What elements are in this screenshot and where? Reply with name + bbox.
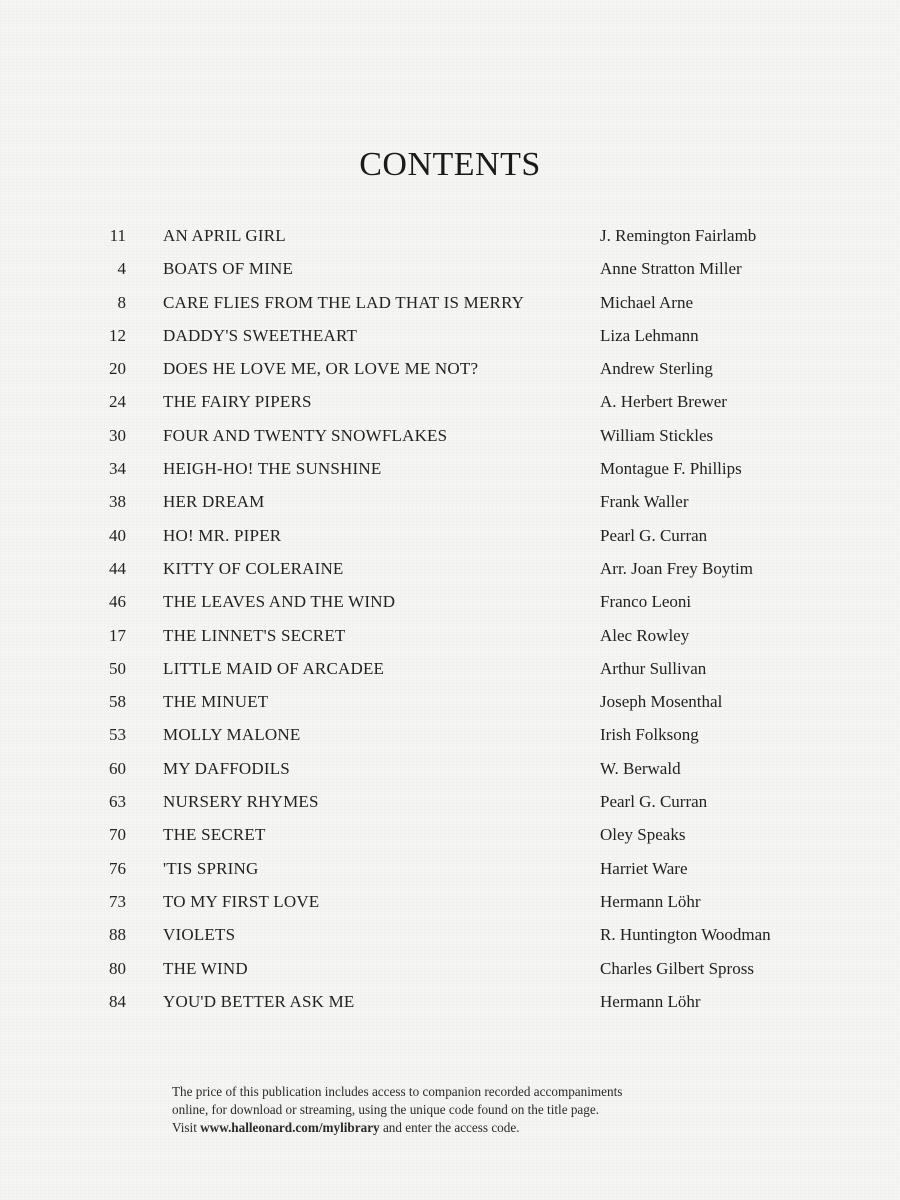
toc-song-title: KITTY OF COLERAINE bbox=[163, 558, 344, 578]
toc-page-number: 17 bbox=[109, 625, 126, 645]
toc-composer: Michael Arne bbox=[600, 292, 693, 312]
toc-composer: Joseph Mosenthal bbox=[600, 692, 723, 712]
toc-song-title: FOUR AND TWENTY SNOWFLAKES bbox=[163, 425, 448, 445]
toc-page-number: 84 bbox=[109, 991, 126, 1011]
toc-composer: R. Huntington Woodman bbox=[600, 925, 771, 945]
toc-page-number: 40 bbox=[109, 525, 126, 545]
toc-entry bbox=[0, 985, 900, 1018]
toc-song-title: TO MY FIRST LOVE bbox=[163, 891, 320, 911]
toc-composer: Andrew Sterling bbox=[600, 359, 713, 379]
toc-entry bbox=[0, 685, 900, 718]
toc-song-title: THE MINUET bbox=[163, 692, 269, 712]
toc-page-number: 20 bbox=[109, 359, 126, 379]
toc-entry bbox=[0, 219, 900, 252]
toc-entry bbox=[0, 952, 900, 985]
footer-line-2: online, for download or streaming, using the unique code found on the title page. bbox=[172, 1102, 600, 1117]
toc-song-title: THE LINNET'S SECRET bbox=[163, 625, 346, 645]
toc-entry bbox=[0, 785, 900, 818]
toc-entry bbox=[0, 519, 900, 552]
footer-access-text: and enter the access code. bbox=[379, 1120, 520, 1135]
toc-entry bbox=[0, 286, 900, 319]
toc-song-title: VIOLETS bbox=[163, 925, 236, 945]
toc-song-title: HER DREAM bbox=[163, 492, 265, 512]
toc-entry bbox=[0, 452, 900, 485]
toc-page-number: 60 bbox=[109, 758, 126, 778]
toc-page-number: 53 bbox=[109, 725, 126, 745]
toc-song-title: THE WIND bbox=[163, 958, 248, 978]
toc-composer: Oley Speaks bbox=[600, 825, 686, 845]
toc-song-title: BOATS OF MINE bbox=[163, 259, 294, 279]
toc-page-number: 46 bbox=[109, 592, 126, 612]
toc-page-number: 38 bbox=[109, 492, 126, 512]
toc-entry bbox=[0, 619, 900, 652]
toc-entry bbox=[0, 485, 900, 518]
toc-composer: Hermann Löhr bbox=[600, 891, 701, 911]
toc-song-title: THE LEAVES AND THE WIND bbox=[163, 592, 396, 612]
toc-composer: Franco Leoni bbox=[600, 592, 692, 612]
footer-visit-text: Visit bbox=[172, 1120, 201, 1135]
toc-page-number: 73 bbox=[109, 891, 126, 911]
toc-composer: William Stickles bbox=[600, 425, 714, 445]
toc-composer: Liza Lehmann bbox=[600, 325, 699, 345]
toc-entry bbox=[0, 718, 900, 751]
toc-composer: Hermann Löhr bbox=[600, 991, 701, 1011]
toc-song-title: LITTLE MAID OF ARCADEE bbox=[163, 658, 385, 678]
toc-entry bbox=[0, 252, 900, 285]
toc-composer: A. Herbert Brewer bbox=[600, 392, 727, 412]
toc-song-title: YOU'D BETTER ASK ME bbox=[163, 991, 355, 1011]
toc-composer: Charles Gilbert Spross bbox=[600, 958, 754, 978]
toc-page-number: 88 bbox=[109, 925, 126, 945]
toc-page-number: 44 bbox=[109, 558, 126, 578]
toc-song-title: MOLLY MALONE bbox=[163, 725, 301, 745]
toc-page-number: 80 bbox=[109, 958, 126, 978]
footer-line-3 bbox=[172, 1119, 812, 1137]
toc-entry bbox=[0, 752, 900, 785]
toc-composer: Harriet Ware bbox=[600, 858, 688, 878]
page-title: CONTENTS bbox=[359, 146, 541, 183]
footer-line-1: The price of this publication includes access to companion recorded accompaniments bbox=[172, 1084, 623, 1099]
toc-page-number: 58 bbox=[109, 692, 126, 712]
toc-composer: Alec Rowley bbox=[600, 625, 690, 645]
toc-page-number: 50 bbox=[109, 658, 126, 678]
toc-song-title: AN APRIL GIRL bbox=[163, 226, 286, 245]
toc-page-number: 70 bbox=[109, 825, 126, 845]
toc-song-title: DADDY'S SWEETHEART bbox=[163, 325, 358, 345]
toc-entry bbox=[0, 918, 900, 951]
toc-composer: J. Remington Fairlamb bbox=[600, 226, 757, 245]
toc-composer: Arthur Sullivan bbox=[600, 658, 707, 678]
toc-composer: Irish Folksong bbox=[600, 725, 699, 745]
toc-song-title: THE SECRET bbox=[163, 825, 266, 845]
toc-composer: Montague F. Phillips bbox=[600, 459, 742, 479]
footer-note bbox=[172, 1083, 812, 1137]
toc-composer: Arr. Joan Frey Boytim bbox=[600, 558, 753, 578]
toc-composer: W. Berwald bbox=[600, 758, 681, 778]
toc-song-title: CARE FLIES FROM THE LAD THAT IS MERRY bbox=[163, 292, 525, 312]
toc-entry bbox=[0, 419, 900, 452]
toc-song-title: MY DAFFODILS bbox=[163, 758, 290, 778]
toc-song-title: HEIGH-HO! THE SUNSHINE bbox=[163, 459, 382, 479]
toc-page-number: 76 bbox=[109, 858, 126, 878]
toc-page-number: 63 bbox=[109, 792, 126, 812]
toc-entry bbox=[0, 818, 900, 851]
toc-song-title: 'TIS SPRING bbox=[163, 858, 259, 878]
toc-composer: Anne Stratton Miller bbox=[600, 259, 742, 279]
toc-entry bbox=[0, 652, 900, 685]
toc-song-title: HO! MR. PIPER bbox=[163, 525, 282, 545]
table-of-contents bbox=[0, 219, 900, 1018]
toc-entry bbox=[0, 885, 900, 918]
toc-song-title: DOES HE LOVE ME, OR LOVE ME NOT? bbox=[163, 359, 479, 379]
toc-page-number: 12 bbox=[109, 325, 126, 345]
toc-entry bbox=[0, 385, 900, 418]
toc-page-number: 11 bbox=[109, 226, 126, 245]
toc-entry bbox=[0, 552, 900, 585]
toc-song-title: NURSERY RHYMES bbox=[163, 792, 319, 812]
toc-entry bbox=[0, 852, 900, 885]
toc-composer: Pearl G. Curran bbox=[600, 525, 708, 545]
toc-composer: Pearl G. Curran bbox=[600, 792, 708, 812]
library-url-link[interactable]: www.halleonard.com/mylibrary bbox=[200, 1120, 380, 1135]
toc-composer: Frank Waller bbox=[600, 492, 689, 512]
toc-song-title: THE FAIRY PIPERS bbox=[163, 392, 312, 412]
toc-page-number: 34 bbox=[109, 459, 126, 479]
toc-page-number: 8 bbox=[117, 292, 126, 312]
toc-entry bbox=[0, 352, 900, 385]
toc-page-number: 30 bbox=[109, 425, 126, 445]
toc-page-number: 4 bbox=[117, 259, 126, 279]
toc-page-number: 24 bbox=[109, 392, 126, 412]
toc-entry bbox=[0, 585, 900, 618]
toc-entry bbox=[0, 319, 900, 352]
